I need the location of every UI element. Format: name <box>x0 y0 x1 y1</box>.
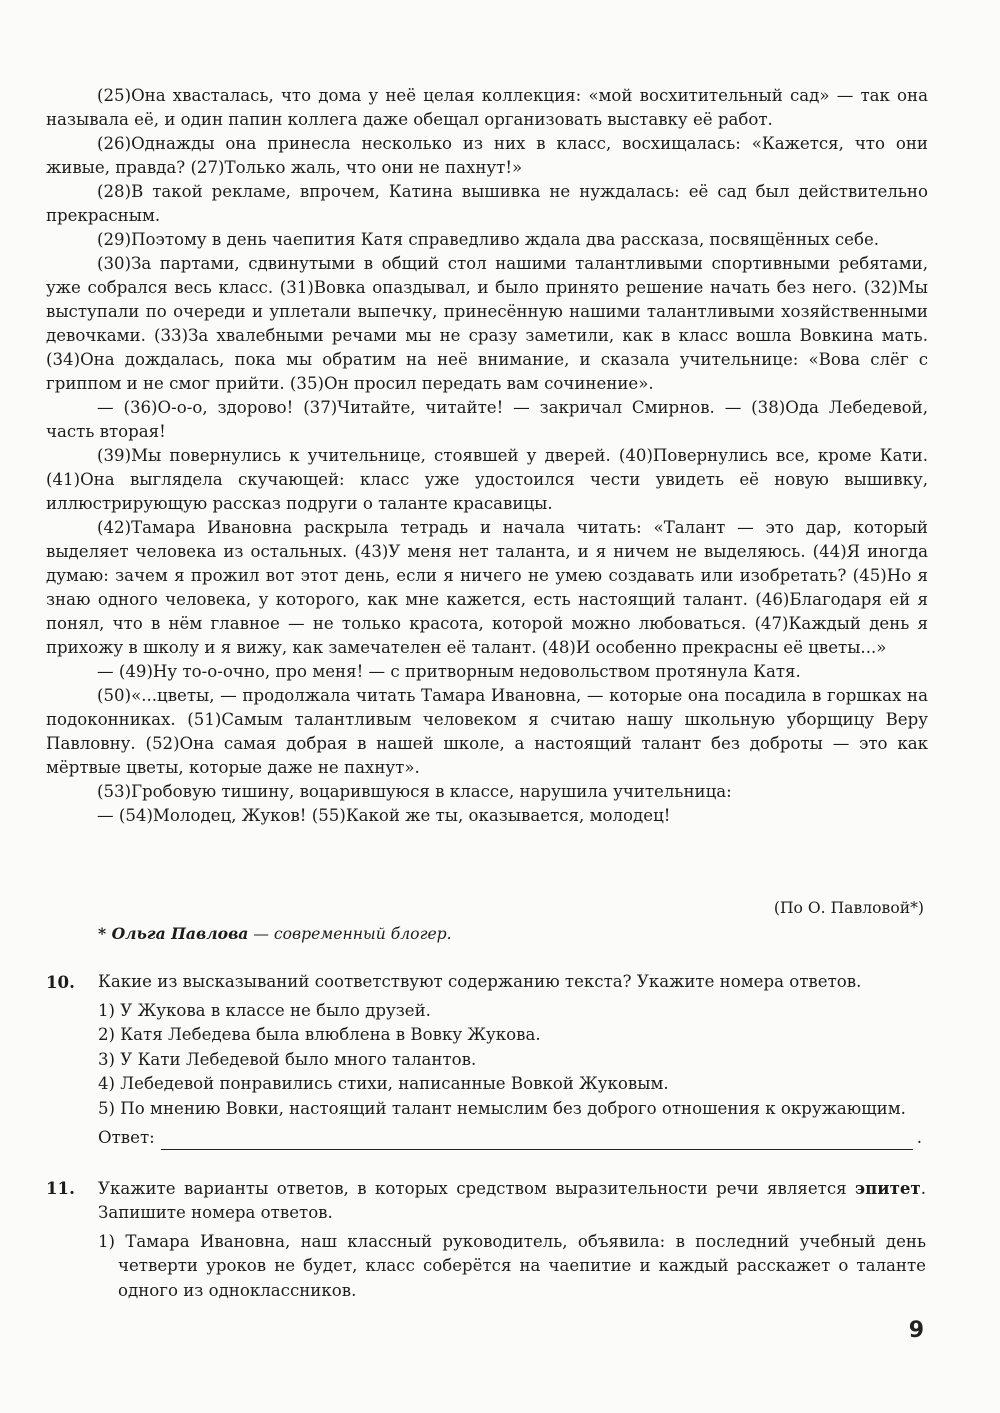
story-paragraph-53: (53)Гробовую тишину, воцарившуюся в классе, нарушила учительница: <box>97 782 732 801</box>
answer-row <box>98 1126 926 1150</box>
story-paragraph-50: (50)«...цветы, — продолжала читать Тамара Ивановна, — которые она посадила в горшках на подоконниках. (51)Самым талантливым человеком я считаю нашу школьную уборщицу Веру Павловну. (52)Она самая добрая в нашей школе, а настоящий талант без доброты — это как мёртвые цветы, которые даже не пахнут». <box>46 686 928 777</box>
page-number: 9 <box>908 1318 924 1343</box>
task-question <box>98 1176 926 1225</box>
option-item: 1) Тамара Ивановна, наш классный руководитель, объявила: в последний учебный день четверти уроков не будет, класс соберётся на чаепитие и каждый расскажет о таланте одного из одноклассников. <box>98 1232 926 1300</box>
option-item: 2) Катя Лебедева была влюблена в Вовку Жукова. <box>98 1025 541 1045</box>
option-item: 1) У Жукова в классе не было друзей. <box>98 1001 431 1020</box>
answer-line[interactable] <box>161 1131 913 1150</box>
option-item: 5) По мнению Вовки, настоящий талант немыслим без доброго отношения к окружающим. <box>98 1098 906 1118</box>
task-number: 11. <box>46 1178 75 1198</box>
footnote-description: — современный блогер. <box>248 925 452 943</box>
footnote-author: * Ольга Павлова <box>98 924 249 943</box>
story-paragraph-29: (29)Поэтому в день чаепития Катя справедливо ждала два рассказа, посвящённых себе. <box>97 230 880 249</box>
question-text: Укажите варианты ответов, в которых средством выразительности речи является <box>98 1179 856 1198</box>
story-paragraph-26: (26)Однажды она принесла несколько из них в класс, восхищалась: «Кажется, что они живые, правда? (27)Только жаль, что они не пахнут!» <box>46 134 928 177</box>
story-paragraph-54: — (54)Молодец, Жуков! (55)Какой же ты, оказывается, молодец! <box>97 806 671 825</box>
story-text <box>46 84 928 828</box>
task-11 <box>46 1176 926 1303</box>
answer-label: Ответ: <box>98 1128 155 1148</box>
keyword: эпитет <box>855 1178 921 1198</box>
story-paragraph-42: (42)Тамара Ивановна раскрыла тетрадь и начала читать: «Талант — это дар, который выделяет человека из остальных. (43)У меня нет таланта, и я ничем не выделяюсь. (44)Я иногда думаю: зачем я прожил вот этот день, если я ничего не умею создавать или изобретать? (45)Но я знаю одного человека, у которого, как мне кажется, есть настоящий талант. (46)Благодаря ей я понял, что в нём главное — не только красота, которой можно любоваться. (47)Каждый день я прихожу в школу и я вижу, как замечателен её талант. (48)И особенно прекрасны её цветы...» <box>46 518 928 657</box>
story-paragraph-49: — (49)Ну то-о-очно, про меня! — с притворным недовольством протянула Катя. <box>97 662 801 681</box>
story-paragraph-36: — (36)О-о-о, здорово! (37)Читайте, читайте! — закричал Смирнов. — (38)Ода Лебедевой, часть вторая! <box>46 398 928 441</box>
story-paragraph-39: (39)Мы повернулись к учительнице, стоявшей у дверей. (40)Повернулись все, кроме Кати. (41)Она выглядела скучающей: класс уже удостоился чести увидеть её новую вышивку, иллюстрирующую рассказ подруги о таланте красавицы. <box>46 446 928 513</box>
option-item: 3) У Кати Лебедевой было много талантов. <box>98 1049 477 1069</box>
option-item: 4) Лебедевой понравились стихи, написанные Вовкой Жуковым. <box>98 1074 669 1094</box>
story-paragraph-25: (25)Она хвасталась, что дома у неё целая коллекция: «мой восхитительный сад» — так она называла её, и один папин коллега даже обещал организовать выставку её работ. <box>46 86 928 129</box>
text-attribution: (По О. Павловой*) <box>773 899 924 917</box>
story-paragraph-28: (28)В такой рекламе, впрочем, Катина вышивка не нуждалась: её сад был действительно прекрасным. <box>46 182 928 225</box>
task-options <box>98 1230 926 1303</box>
task-number: 10. <box>46 972 75 992</box>
task-options <box>98 999 926 1121</box>
answer-end: . <box>916 1128 922 1148</box>
story-paragraph-30: (30)За партами, сдвинутыми в общий стол нашими талантливыми спортивными ребятами, уже собрался весь класс. (31)Вовка опаздывал, и было принято решение начать без него. (32)Мы выступали по очереди и уплетали выпечку, принесённую нашими талантливыми хозяйственными девочками. (33)За хвалебными речами мы не сразу заметили, как в класс вошла Вовкина мать. (34)Она дождалась, пока мы обратим на неё внимание, и сказала учительнице: «Вова слёг с гриппом и не смог прийти. (35)Он просил передать вам сочинение». <box>46 254 928 393</box>
footnote <box>98 922 452 946</box>
question-text-end: . Запишите номера ответов. <box>98 1179 926 1222</box>
task-question: Какие из высказываний соответствуют содержанию текста? Укажите номера ответов. <box>98 972 862 991</box>
task-10 <box>46 970 926 1150</box>
